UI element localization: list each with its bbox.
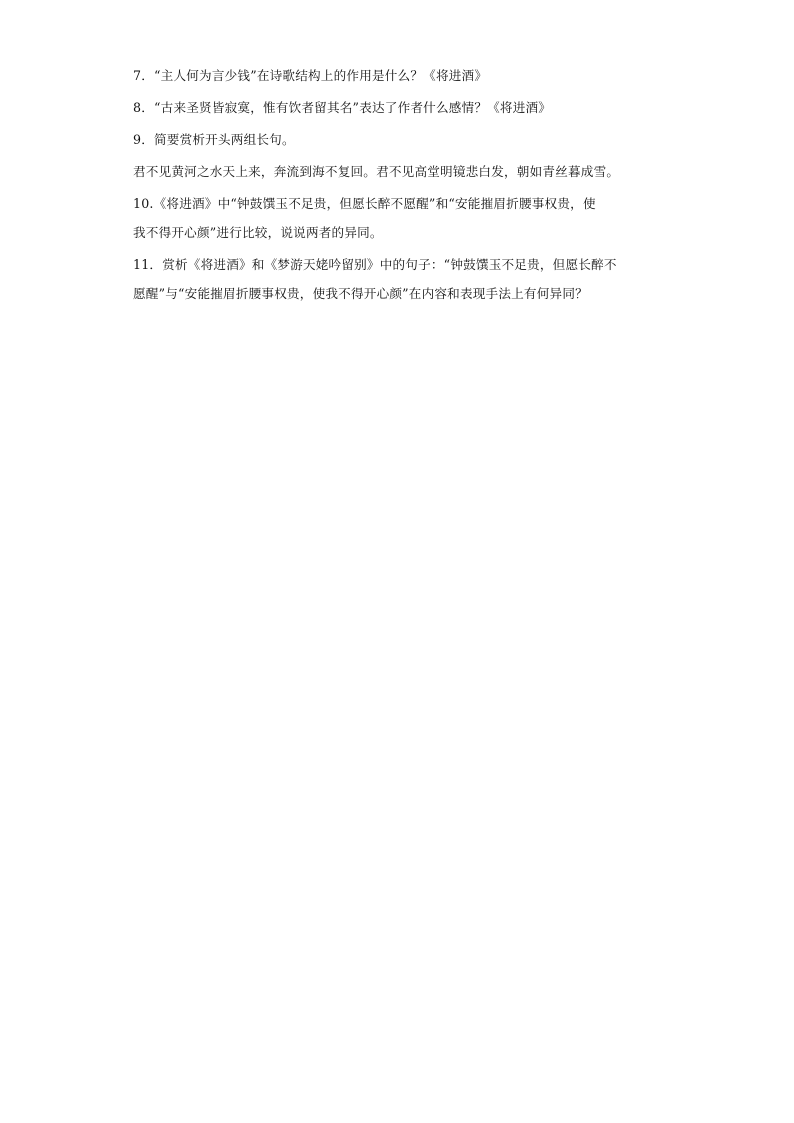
question-10-line-1: 10.《将进酒》中“钟鼓馔玉不足贵，但愿长醉不愿醒”和“安能摧眉折腰事权贵，使 (133, 196, 596, 211)
question-8: 8．“古来圣贤皆寂寞，惟有饮者留其名”表达了作者什么感情？《将进酒》 (133, 100, 552, 115)
question-list (133, 64, 668, 314)
question-9: 9．简要赏析开头两组长句。 (133, 132, 295, 147)
question-11-line-1: 11．赏析《将进酒》和《梦游天姥吟留别》中的句子：“钟鼓馔玉不足贵，但愿长醉不 (133, 257, 617, 272)
question-11-line-2: 愿醒”与“安能摧眉折腰事权贵，使我不得开心颜”在内容和表现手法上有何异同？ (133, 286, 588, 301)
question-7: 7．“主人何为言少钱”在诗歌结构上的作用是什么？《将进酒》 (133, 68, 488, 83)
poem-quote: 君不见黄河之水天上来，奔流到海不复回。君不见高堂明镜悲白发，朝如青丝暮成雪。 (133, 164, 620, 179)
question-10-line-2: 我不得开心颜”进行比较，说说两者的异同。 (133, 225, 383, 240)
